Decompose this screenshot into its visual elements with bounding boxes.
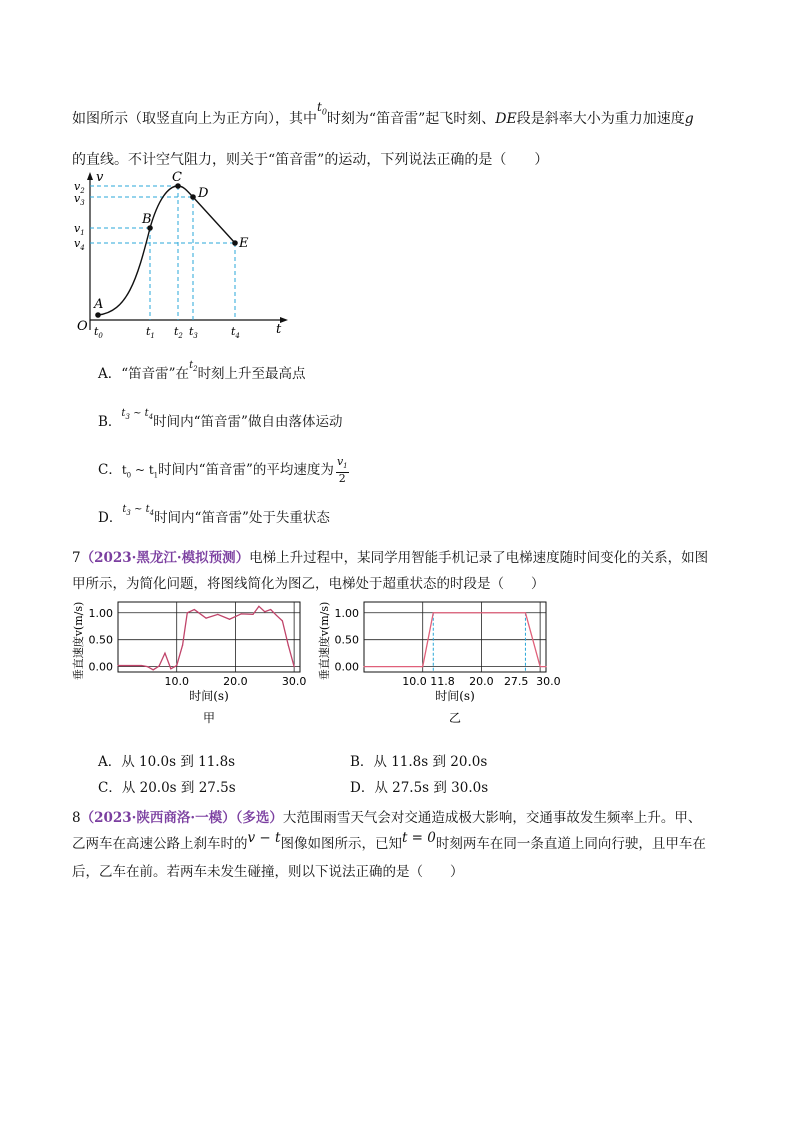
- label-e: E: [239, 236, 249, 251]
- svg-text:t4: $t_4$: [231, 325, 240, 340]
- chart-jia-xlabel: 时间(s): [189, 689, 229, 703]
- chart-jia-point-15: [241, 613, 242, 614]
- chart-yi-ytick-2: 1.00: [334, 606, 359, 620]
- chart-yi-point-0: [363, 666, 364, 667]
- chart-yi-xtick-1: 11.8: [430, 675, 455, 688]
- chart-jia-point-17: [258, 606, 259, 607]
- chart-jia-ytick-2: 1.00: [88, 606, 113, 620]
- q6-text-1b: 时刻为“笛音雷”起飞时刻、: [326, 111, 496, 127]
- q8-source: （2023·陕西商洛·一模）（多选）: [80, 810, 283, 826]
- q6-de-symbol: DE: [495, 111, 517, 127]
- q7-source: （2023·黑龙江·模拟预测）: [80, 550, 250, 566]
- q6-stem-line1: [72, 100, 694, 128]
- q6-curve: [98, 186, 235, 315]
- chart-jia-series-line-0: [118, 606, 294, 670]
- label-b: B: [142, 212, 152, 227]
- chart-jia-ytick-0: 0.00: [88, 660, 113, 674]
- chart-yi-ytick-0: 0.00: [334, 660, 359, 674]
- svg-text:t0: $t_0$: [94, 325, 103, 340]
- chart-jia-point-1: [129, 665, 130, 666]
- chart-jia-point-23: [294, 666, 295, 667]
- origin-label: O: [77, 319, 88, 334]
- q7-stem-line1: [72, 546, 708, 566]
- chart-yi-ylabel: 垂直速度v(m/s): [318, 601, 331, 681]
- q7-option-c[interactable]: C．从 20.0s 到 27.5s: [98, 780, 236, 796]
- chart-jia-point-9: [182, 644, 183, 645]
- q6-text-1c: 段是斜率大小为重力加速度: [516, 111, 685, 127]
- chart-yi-point-3: [525, 612, 526, 613]
- chart-jia-point-3: [147, 666, 148, 667]
- chart-yi-caption: 乙: [448, 711, 462, 725]
- q6-option-c[interactable]: C．$t_0$ ~ $t_1$时间内“笛音雷”的平均速度为 $\frac{v_1}{2}$: [98, 455, 348, 486]
- q7-chart-jia: [68, 594, 308, 734]
- label-d: D: [198, 186, 209, 201]
- svg-text:t3: $t_3$: [189, 325, 198, 340]
- point-e: [232, 240, 238, 246]
- chart-jia-caption: 甲: [202, 711, 216, 725]
- label-c: C: [172, 170, 182, 185]
- chart-yi-point-1: [422, 666, 423, 667]
- q6-option-b[interactable]: B．$^{t_3 \sim t_4}$时间内“笛音雷”做自由落体运动: [98, 408, 343, 430]
- chart-jia-point-7: [170, 668, 171, 669]
- svg-text:v1: $v_1$: [74, 222, 85, 237]
- chart-jia-point-16: [252, 614, 253, 615]
- chart-jia-point-14: [229, 619, 230, 620]
- svg-text:v2: $v_2$: [74, 180, 85, 195]
- chart-jia-xtick-1: 20.0: [223, 675, 248, 688]
- q8-stem-line1: [72, 806, 701, 826]
- chart-jia-point-8: [176, 665, 177, 666]
- svg-text:v4: $v_4$: [74, 237, 85, 252]
- q8-t0-symbol: t = 0: [401, 830, 436, 846]
- point-d: [190, 194, 196, 200]
- chart-jia-point-22: [288, 644, 289, 645]
- point-a: [95, 312, 101, 318]
- chart-jia-point-18: [264, 611, 265, 612]
- chart-yi-xtick-3: 27.5: [503, 675, 529, 688]
- q6-option-d[interactable]: D．$^{t_3 \sim t_4}$时间内“笛音雷”处于失重状态: [98, 504, 330, 526]
- chart-jia-xtick-2: 30.0: [281, 675, 307, 688]
- q8-stem-line3: 后，乙车在前。若两车未发生碰撞，则以下说法正确的是（ ）: [72, 864, 464, 880]
- q7-stem-line2: 甲所示，为简化问题，将图线简化为图乙，电梯处于超重状态的时段是（ ）: [72, 576, 545, 592]
- q6-t0-symbol: $t_0$: [317, 100, 327, 117]
- chart-yi-point-4: [540, 666, 541, 667]
- chart-jia-ylabel: 垂直速度v(m/s): [72, 601, 85, 681]
- q8-text-1: 大范围雨雪天气会对交通造成极大影响，交通事故发生频率上升。甲、: [282, 810, 702, 826]
- chart-jia-ytick-1: 0.50: [88, 633, 113, 647]
- chart-yi-xlabel: 时间(s): [435, 689, 475, 703]
- chart-jia-point-19: [270, 609, 271, 610]
- chart-jia-point-10: [187, 612, 188, 613]
- q7-option-a[interactable]: A．从 10.0s 到 11.8s: [98, 754, 236, 770]
- chart-yi-xtick-2: 20.0: [469, 675, 494, 688]
- axis-v-label: v: [96, 170, 104, 185]
- chart-jia-point-5: [158, 665, 159, 666]
- q8-number: 8: [72, 810, 81, 826]
- label-a: A: [94, 297, 104, 312]
- q7-option-d[interactable]: D．从 27.5s 到 30.0s: [350, 780, 489, 796]
- q6-text-1a: 如图所示（取竖直向上为正方向），其中: [72, 111, 317, 127]
- q8-vt-symbol: v − t: [247, 830, 281, 846]
- chart-yi-ytick-1: 0.50: [334, 633, 359, 647]
- svg-text:t1: $t_1$: [146, 325, 155, 340]
- svg-text:v3: $v_3$: [74, 192, 85, 207]
- svg-text:t2: $t_2$: [174, 325, 183, 340]
- chart-jia-point-11: [194, 609, 195, 610]
- chart-jia-point-2: [141, 665, 142, 666]
- q6-option-a[interactable]: A．“笛音雷”在$^{t_2}$时刻上升至最高点: [98, 360, 306, 382]
- chart-jia-xtick-0: 10.0: [164, 675, 189, 688]
- q7-text-1: 电梯上升过程中，某同学用智能手机记录了电梯速度随时间变化的关系，如图: [249, 550, 709, 566]
- q7-number: 7: [72, 550, 81, 566]
- chart-jia-point-21: [282, 620, 283, 621]
- chart-jia-point-13: [217, 614, 218, 615]
- chart-jia-point-12: [205, 618, 206, 619]
- chart-jia-point-20: [276, 615, 277, 616]
- q7-chart-yi: [314, 594, 561, 734]
- q6-stem-line2: 的直线。不计空气阻力，则关于“笛音雷”的运动，下列说法正确的是（ ）: [72, 152, 549, 168]
- chart-yi-point-2: [433, 612, 434, 613]
- chart-jia-point-0: [117, 665, 118, 666]
- axis-t-label: t: [276, 322, 282, 337]
- q6-g-symbol: g: [684, 111, 694, 127]
- chart-yi-xtick-0: 10.0: [402, 675, 427, 688]
- q7-option-b[interactable]: B．从 11.8s 到 20.0s: [350, 754, 488, 770]
- chart-jia-point-6: [164, 653, 165, 654]
- chart-yi-xtick-4: 30.0: [536, 675, 561, 688]
- chart-jia-point-4: [153, 669, 154, 670]
- q6-vt-graph: [72, 170, 302, 340]
- chart-yi-point-5: [545, 666, 546, 667]
- q8-stem-line2: 乙两车在高速公路上刹车时的v − t图像如图所示，已知t = 0时刻两车在同一条直道上同向行驶，且甲车在: [72, 830, 706, 852]
